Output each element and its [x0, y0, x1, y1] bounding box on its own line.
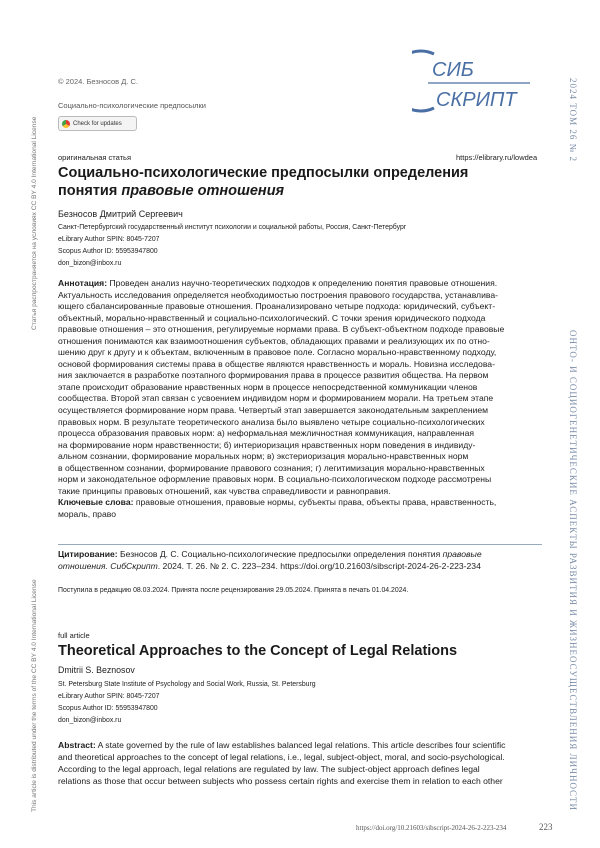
abstract-line: Abstract: A state governed by the rule of law establishes balanced legal relations. This article describes four scientific [58, 740, 506, 750]
author-name-en: Dmitrii S. Beznosov [58, 665, 135, 675]
abstract-line: relations as those that occur between subjects who possess certain rights and exercise them in relation to each other [58, 776, 503, 787]
elibrary-link[interactable]: https://elibrary.ru/lowdea [456, 153, 538, 162]
citation-divider [58, 544, 542, 545]
footer-doi[interactable]: https://doi.org/10.21603/sibscript-2024-26-2-223-234 [356, 824, 507, 832]
keywords-line: мораль, право [58, 508, 116, 519]
abstract-line: такие принципы правовых отношений, как чувства справедливости и равноправия. [58, 485, 391, 496]
abstract-line: этапе происходит образование нравственных норм в процессе непосредственной коммуникации членов [58, 381, 478, 392]
logo-text-top: СИБ [432, 59, 474, 81]
abstract-line: в общественном сознании, формирование правового сознания; г) легитимизация морально-нравственных [58, 462, 485, 473]
abstract-line: правовых норм. В результате теоретического анализа было выявлено четыре социально-психологических [58, 416, 485, 427]
license-strip-ru: Статья распространяется на условиях CC BY 4.0 International License [31, 116, 38, 330]
license-strip-en: This article is distributed under the terms of the CC BY 4.0 International License [31, 579, 38, 812]
abstract-line: шению друг к другу и к объектам, включенным в правовое поле. Согласно морально-нравственному подходу, [58, 347, 497, 358]
keywords-line: Ключевые слова: правовые отношения, правовые нормы, субъекты права, объекты права, нравственность, [58, 497, 497, 508]
article-title-en: Theoretical Approaches to the Concept of Legal Relations [58, 643, 458, 659]
author-name-ru: Безносов Дмитрий Сергеевич [58, 209, 183, 219]
running-head: Социально-психологические предпосылки [58, 101, 206, 110]
abstract-line: объектный, морально-нравственный и социально-психологический. С точки зрения юридического подхода [58, 312, 486, 323]
volume-strip: 2024 ТОМ 26 № 2 [568, 78, 578, 162]
abstract-line: альном сознании, формирование моральных норм; в) экстериоризация морально-нравственных норм [58, 451, 469, 462]
abstract-line: Аннотация: Проведен анализ научно-теоретических подходов к определению понятия правовые отношения. [58, 278, 498, 288]
affiliation-ru: Санкт-Петербургский государственный институт психологии и социальной работы, Россия, Санкт-Петербург [58, 224, 407, 231]
abstract-line: процесса образования правовых норм: а) неформальная межличностная коммуникация, направленная [58, 428, 475, 439]
abstract-line: осуществляется формирование норм права. Четвертый этап завершается законодательным закреплением [58, 405, 489, 416]
logo-text-bottom: СКРИПТ [436, 89, 517, 111]
check-for-updates-button[interactable] [58, 116, 137, 131]
crossmark-icon [62, 120, 70, 128]
abstract-line: отношения понимаются как взаимоотношения субъектов, обладающих правами и реализующих их по отно- [58, 335, 490, 346]
article-dates: Поступила в редакцию 08.03.2024. Принята после рецензирования 29.05.2024. Принята в печать 01.04.2024. [58, 587, 409, 594]
abstract-line: основой формирования системы права в обществе являются нравственность и мораль. Новизна исследова- [58, 358, 495, 369]
article-type-ru: оригинальная статья [58, 153, 132, 162]
abstract-line: and theoretical approaches to the concept of legal relations, i.e., legal, subject-object, moral, and socio-psychological. [58, 752, 505, 763]
abstract-line: на формирование норм нравственности; б) интериоризация нравственных норм поведения в индивиду- [58, 439, 476, 450]
article-type-en: full article [58, 631, 90, 640]
abstract-line: ющего сбалансированные правовые отношения. Проанализировано четыре подхода: юридический, субъект- [58, 301, 496, 312]
abstract-line: правовые отношения – это отношения, регулируемые нормами права. В субъект-объектном подходе правовые [58, 324, 505, 335]
email-en[interactable]: don_bizon@inbox.ru [58, 717, 122, 724]
scopus-en: Scopus Author ID: 55953947800 [58, 705, 158, 712]
section-strip: ОНТО- И СОЦИОГЕНЕТИЧЕСКИЕ АСПЕКТЫ РАЗВИТИЯ И ЖИЗНЕОСУЩЕСТВЛЕНИЯ ЛИЧНОСТИ [568, 330, 578, 812]
abstract-en [58, 739, 542, 787]
affiliation-en: St. Petersburg State Institute of Psychology and Social Work, Russia, St. Petersburg [58, 681, 316, 688]
journal-logo [412, 46, 534, 116]
abstract-line: Актуальность исследования определяется необходимостью построения правового государства, устанавлива- [58, 289, 498, 300]
spin-ru: eLibrary Author SPIN: 8045-7207 [58, 236, 160, 243]
abstract-line: сообщества. Второй этап связан с усвоением индивидом норм и формированием морали. На третьем этапе [58, 393, 494, 404]
page-number: 223 [539, 822, 553, 832]
email-ru[interactable]: don_bizon@inbox.ru [58, 260, 122, 267]
check-updates-label: Check for updates [73, 120, 122, 127]
spin-en: eLibrary Author SPIN: 8045-7207 [58, 693, 160, 700]
abstract-ru [58, 278, 542, 520]
copyright: © 2024. Безносов Д. С. [58, 77, 138, 86]
abstract-line: According to the legal approach, legal relations are regulated by law. The subject-object approach defines legal [58, 764, 480, 775]
scopus-ru: Scopus Author ID: 55953947800 [58, 248, 158, 255]
abstract-line: норм и законодательное оформление правовых норм. В социально-психологическом подходе рассмотрены [58, 474, 492, 485]
citation-block: Цитирование: Безносов Д. С. Социально-психологические предпосылки определения понятия правовые отношения. СибСкрипт. 2024. Т. 26. № 2. С. 223–234. https://doi.org/10.21603/sibscript-2024-26-2-223-234 [58, 549, 482, 571]
abstract-line: ния заключается в разработке поэтапного формирования права в процессе развития общества. На первом [58, 370, 489, 381]
article-title-ru: Социально-психологические предпосылки определения понятия правовые отношения [58, 165, 469, 199]
